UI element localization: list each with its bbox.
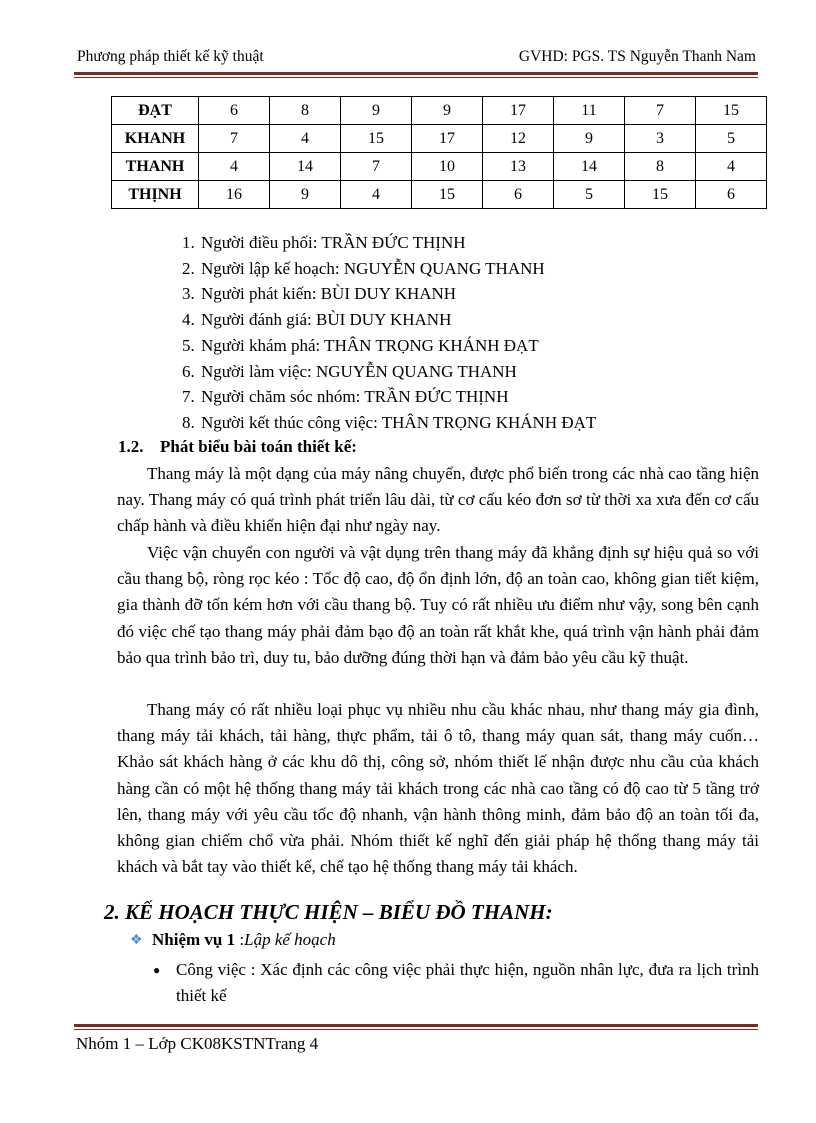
table-cell: 14 (270, 153, 341, 181)
table-row (112, 97, 767, 125)
section-2-colon: : (545, 900, 553, 924)
bullet-item (153, 957, 759, 1009)
table-row (112, 153, 767, 181)
header-instructor: GVHD: PGS. TS Nguyễn Thanh Nam (518, 48, 756, 65)
list-item: 5. Người khám phá: THÂN TRỌNG KHÁNH ĐẠT (199, 333, 596, 359)
table-row (112, 181, 767, 209)
table-cell: 7 (341, 153, 412, 181)
table-cell: 15 (341, 125, 412, 153)
table-cell: 4 (199, 153, 270, 181)
table-cell: 8 (625, 153, 696, 181)
page-footer: Nhóm 1 – Lớp CK08KSTNTrang 4 (76, 1034, 319, 1053)
score-table (111, 96, 767, 209)
header-course-title: Phương pháp thiết kế kỹ thuật (77, 48, 264, 65)
table-cell: 14 (554, 153, 625, 181)
paragraph: Thang máy là một dạng của máy nâng chuyển, được phổ biến trong các nhà cao tầng hiện nay. Thang máy có quá trình phát triển lâu dài, từ cơ cấu kéo đơn sơ từ thời xa xưa đến cơ cấu chấp hành và điều khiển hiện đại như ngày nay. (117, 464, 759, 536)
diamond-bullet-icon: ❖ (130, 932, 143, 948)
list-item: 2. Người lập kế hoạch: NGUYỄN QUANG THANH (199, 256, 596, 282)
table-cell: 17 (483, 97, 554, 125)
list-item: 6. Người làm việc: NGUYỄN QUANG THANH (199, 359, 596, 385)
paragraph: Việc vận chuyển con người và vật dụng trên thang máy đã khẳng định sự hiệu quả so với cầu thang bộ, ròng rọc kéo : Tốc độ cao, độ ổn định lớn, độ an toàn cao, không gian tiết kiệm, gia thành đỡ tốn kém hơn với cầu thang bộ. Tuy có rất nhiều ưu điểm như vậy, song bên cạnh đó việc chế tạo thang máy phải đảm bạo độ an toàn rất khắt khe, quá trình vận hành phải đảm bảo qua trình bảo trì, duy tu, bảo dưỡng đúng thời hạn và đảm bảo yêu cầu kỹ thuật. (117, 543, 759, 667)
table-cell: 17 (412, 125, 483, 153)
bullet-dot-icon: ● (153, 963, 161, 977)
table-cell: 7 (199, 125, 270, 153)
task-title: Lập kế hoạch (244, 930, 336, 949)
table-cell: 6 (696, 181, 767, 209)
table-cell: 3 (625, 125, 696, 153)
list-item: 4. Người đánh giá: BÙI DUY KHANH (199, 307, 596, 333)
table-cell-name: THANH (112, 153, 199, 181)
table-cell: 9 (270, 181, 341, 209)
table-cell: 5 (696, 125, 767, 153)
list-item: 8. Người kết thúc công việc: THÂN TRỌNG KHÁNH ĐẠT (199, 410, 596, 436)
list-item: 1. Người điều phối: TRẦN ĐỨC THỊNH (199, 230, 596, 256)
table-cell: 8 (270, 97, 341, 125)
table-cell: 9 (341, 97, 412, 125)
table-cell: 16 (199, 181, 270, 209)
bullet-text: Công việc : Xác định các công việc phải thực hiện, nguồn nhân lực, đưa ra lịch trình thiết kế (176, 960, 759, 1005)
page-header (77, 48, 756, 70)
task-label: Nhiệm vụ 1 (152, 930, 236, 949)
table-cell: 15 (625, 181, 696, 209)
table-cell: 15 (412, 181, 483, 209)
section-number: 1.2. (118, 437, 144, 456)
table-cell: 4 (696, 153, 767, 181)
table-cell: 7 (625, 97, 696, 125)
table-cell: 4 (341, 181, 412, 209)
section-heading-1-2 (118, 437, 357, 457)
table-cell-name: THỊNH (112, 181, 199, 209)
header-rule (74, 72, 758, 78)
table-cell-name: ĐẠT (112, 97, 199, 125)
table-cell: 6 (199, 97, 270, 125)
section-heading-2 (104, 900, 553, 925)
task-separator: : (239, 930, 245, 949)
footer-rule (74, 1024, 758, 1030)
paragraph: Thang máy có rất nhiều loại phục vụ nhiều nhu cầu khác nhau, như thang máy gia đình, thang máy tải khách, tải hàng, thực phẩm, tải ô tô, thang máy quan sát, thang máy cuốn…Khảo sát khách hàng ở các khu dô thị, công sở, nhóm thiết lế nhận được nhu cầu của khách hàng cần có một hệ thống thang máy tải khách trong các nhà cao tầng có độ cao từ 5 tầng trở lên, thang máy với yêu cầu tốc độ nhanh, vận hành thông minh, đảm bảo độ an toàn tối đa, không gian chiếm chổ vừa phải. Nhóm thiết kế nghĩ đến giải pháp hệ thống thang máy tải khách và bắt tay vào thiết kế, chế tạo hệ thống thang máy tải khách. (117, 700, 759, 877)
table-cell: 12 (483, 125, 554, 153)
table-cell: 11 (554, 97, 625, 125)
table-cell: 4 (270, 125, 341, 153)
table-cell: 15 (696, 97, 767, 125)
table-cell: 9 (554, 125, 625, 153)
table-cell: 13 (483, 153, 554, 181)
section-2-title: 2. KẾ HOẠCH THỰC HIỆN – BIỂU ĐỒ THANH (104, 900, 546, 924)
table-cell: 9 (412, 97, 483, 125)
section-title: Phát biểu bài toán thiết kế: (160, 437, 357, 456)
task-heading (130, 930, 336, 950)
table-cell: 5 (554, 181, 625, 209)
list-item: 3. Người phát kiến: BÙI DUY KHANH (199, 281, 596, 307)
list-item: 7. Người chăm sóc nhóm: TRẦN ĐỨC THỊNH (199, 384, 596, 410)
roles-list (149, 230, 596, 436)
table-cell-name: KHANH (112, 125, 199, 153)
table-cell: 10 (412, 153, 483, 181)
table-row (112, 125, 767, 153)
table-cell: 6 (483, 181, 554, 209)
